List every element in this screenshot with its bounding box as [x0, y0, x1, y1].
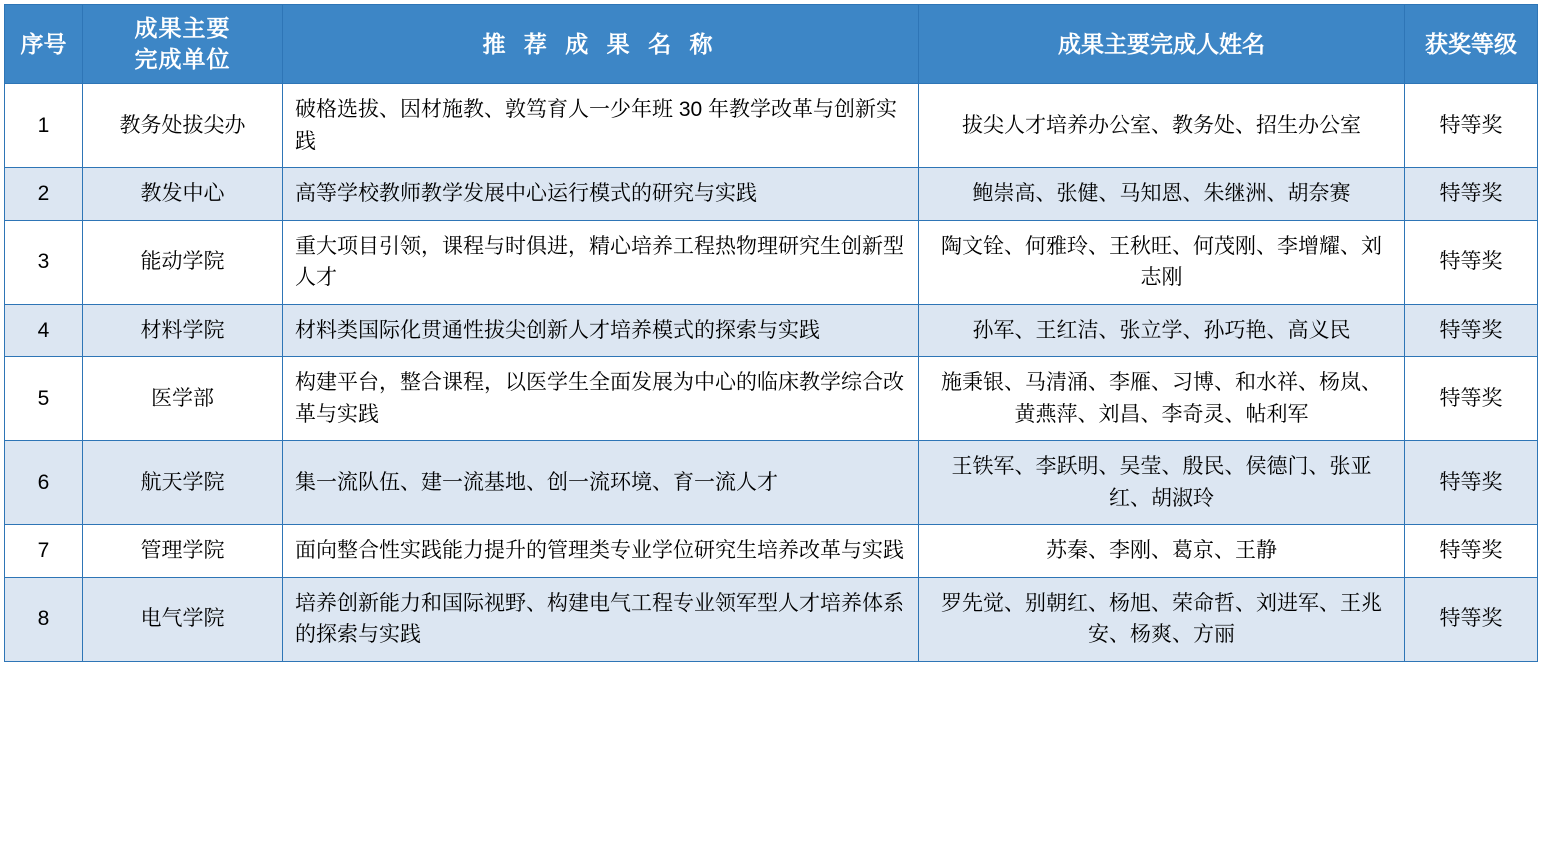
cell-index: 6 — [5, 441, 83, 525]
cell-people: 施秉银、马清涌、李雁、习博、和水祥、杨岚、黄燕萍、刘昌、李奇灵、帖利军 — [919, 357, 1405, 441]
column-header-unit-line2: 完成单位 — [134, 46, 231, 73]
table-row — [5, 577, 1538, 661]
table-row — [5, 304, 1538, 357]
cell-award-level: 特等奖 — [1405, 168, 1538, 221]
cell-award-level: 特等奖 — [1405, 357, 1538, 441]
cell-unit: 能动学院 — [83, 220, 283, 304]
column-header-unit-line1: 成果主要 — [134, 15, 231, 41]
cell-achievement-name: 材料类国际化贯通性拔尖创新人才培养模式的探索与实践 — [283, 304, 919, 357]
cell-achievement-name: 重大项目引领，课程与时俱进，精心培养工程热物理研究生创新型人才 — [283, 220, 919, 304]
cell-people: 罗先觉、别朝红、杨旭、荣命哲、刘进军、王兆安、杨爽、方丽 — [919, 577, 1405, 661]
cell-index: 3 — [5, 220, 83, 304]
cell-unit: 材料学院 — [83, 304, 283, 357]
column-header-achievement-name: 推 荐 成 果 名 称 — [283, 5, 919, 84]
column-header-index: 序号 — [5, 5, 83, 84]
cell-people: 陶文铨、何雅玲、王秋旺、何茂刚、李增耀、刘志刚 — [919, 220, 1405, 304]
cell-unit: 电气学院 — [83, 577, 283, 661]
cell-unit: 教发中心 — [83, 168, 283, 221]
table-row — [5, 525, 1538, 578]
cell-index: 7 — [5, 525, 83, 578]
column-header-unit — [83, 5, 283, 84]
table-row — [5, 441, 1538, 525]
cell-unit: 医学部 — [83, 357, 283, 441]
cell-index: 2 — [5, 168, 83, 221]
cell-unit: 教务处拔尖办 — [83, 84, 283, 168]
cell-achievement-name: 高等学校教师教学发展中心运行模式的研究与实践 — [283, 168, 919, 221]
table-body — [5, 84, 1538, 662]
cell-unit: 管理学院 — [83, 525, 283, 578]
cell-people: 王铁军、李跃明、吴莹、殷民、侯德门、张亚红、胡淑玲 — [919, 441, 1405, 525]
table-row — [5, 168, 1538, 221]
cell-award-level: 特等奖 — [1405, 577, 1538, 661]
table-row — [5, 357, 1538, 441]
cell-achievement-name: 破格选拔、因材施教、敦笃育人一少年班 30 年教学改革与创新实践 — [283, 84, 919, 168]
cell-index: 4 — [5, 304, 83, 357]
cell-achievement-name: 构建平台，整合课程，以医学生全面发展为中心的临床教学综合改革与实践 — [283, 357, 919, 441]
table-header-row — [5, 5, 1538, 84]
cell-unit: 航天学院 — [83, 441, 283, 525]
award-results-table — [4, 4, 1538, 662]
table-header — [5, 5, 1538, 84]
cell-index: 8 — [5, 577, 83, 661]
column-header-people: 成果主要完成人姓名 — [919, 5, 1405, 84]
cell-people: 孙军、王红洁、张立学、孙巧艳、高义民 — [919, 304, 1405, 357]
column-header-award-level: 获奖等级 — [1405, 5, 1538, 84]
cell-award-level: 特等奖 — [1405, 304, 1538, 357]
cell-achievement-name: 面向整合性实践能力提升的管理类专业学位研究生培养改革与实践 — [283, 525, 919, 578]
cell-people: 拔尖人才培养办公室、教务处、招生办公室 — [919, 84, 1405, 168]
cell-award-level: 特等奖 — [1405, 220, 1538, 304]
table-row — [5, 84, 1538, 168]
cell-people: 苏秦、李刚、葛京、王静 — [919, 525, 1405, 578]
cell-award-level: 特等奖 — [1405, 525, 1538, 578]
cell-achievement-name: 集一流队伍、建一流基地、创一流环境、育一流人才 — [283, 441, 919, 525]
cell-index: 5 — [5, 357, 83, 441]
cell-achievement-name: 培养创新能力和国际视野、构建电气工程专业领军型人才培养体系的探索与实践 — [283, 577, 919, 661]
table-row — [5, 220, 1538, 304]
cell-award-level: 特等奖 — [1405, 84, 1538, 168]
cell-award-level: 特等奖 — [1405, 441, 1538, 525]
cell-people: 鲍崇高、张健、马知恩、朱继洲、胡奈赛 — [919, 168, 1405, 221]
cell-index: 1 — [5, 84, 83, 168]
